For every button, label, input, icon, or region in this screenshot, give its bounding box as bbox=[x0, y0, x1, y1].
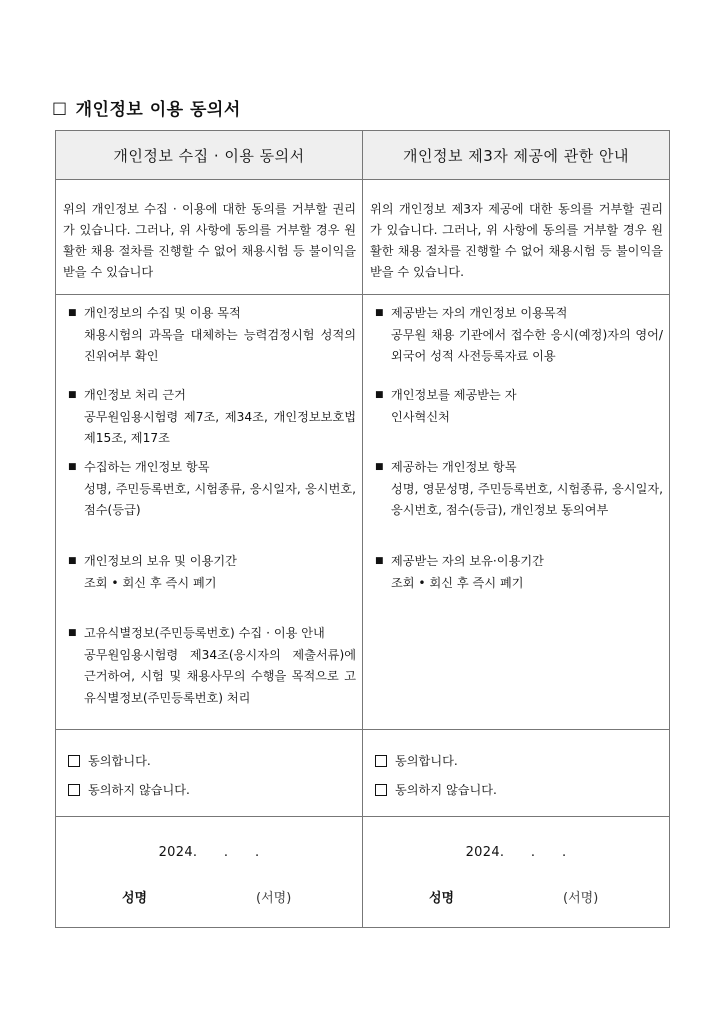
column-header-collection: 개인정보 수집 · 이용 동의서 bbox=[56, 131, 363, 180]
signature-cell-right bbox=[363, 817, 670, 928]
item-body: 공무원임용시험령 제34조(응시자의 제출서류)에 근거하여, 시험 및 채용사무의 수행을 목적으로 고유식별정보(주민등록번호) 처리 bbox=[84, 647, 356, 705]
disagree-label: 동의하지 않습니다. bbox=[395, 783, 497, 797]
agree-option[interactable] bbox=[68, 750, 362, 771]
signature-cell-left bbox=[56, 817, 363, 928]
refusal-notice: 위의 개인정보 제3자 제공에 대한 동의를 거부할 권리가 있습니다. 그러나, 위 사항에 동의를 거부할 경우 원활한 채용 절차를 진행할 수 없어 채용시험 등 불이익을 받을 수 있습니다. bbox=[370, 202, 663, 279]
list-item bbox=[68, 551, 356, 594]
page-title bbox=[52, 95, 241, 120]
item-title: 제공하는 개인정보 항목 bbox=[391, 460, 517, 474]
item-body: 조회 • 회신 후 즉시 폐기 bbox=[391, 575, 524, 590]
column-header-third-party: 개인정보 제3자 제공에 관한 안내 bbox=[363, 131, 670, 180]
agree-label: 동의합니다. bbox=[88, 754, 151, 768]
item-title: 개인정보의 보유 및 이용기간 bbox=[84, 554, 237, 568]
list-item bbox=[375, 303, 663, 368]
square-bullet-icon: ■ bbox=[375, 308, 384, 318]
refusal-notice: 위의 개인정보 수집 · 이용에 대한 동의를 거부할 권리가 있습니다. 그러나, 위 사항에 동의를 거부할 경우 원활한 채용 절차를 진행할 수 없어 채용시험 등 불이익을 받을 수 있습니다 bbox=[63, 202, 356, 279]
agree-label: 동의합니다. bbox=[395, 754, 458, 768]
items-cell-left bbox=[56, 295, 363, 730]
agree-checkbox[interactable] bbox=[68, 755, 80, 767]
list-item bbox=[68, 457, 356, 522]
name-label: 성명 bbox=[122, 891, 148, 906]
name-label: 성명 bbox=[429, 891, 455, 906]
list-item bbox=[375, 385, 663, 428]
consent-form-table bbox=[55, 130, 670, 928]
item-title: 제공받는 자의 보유·이용기간 bbox=[391, 554, 544, 568]
signature-field[interactable]: (서명) bbox=[563, 891, 599, 906]
item-body: 공무원임용시험령 제7조, 제34조, 개인정보보호법 제15조, 제17조 bbox=[84, 409, 356, 445]
page-title-text: 개인정보 이용 동의서 bbox=[75, 100, 241, 120]
disagree-option[interactable] bbox=[68, 779, 362, 800]
agree-option[interactable] bbox=[375, 750, 669, 771]
square-bullet-icon: ■ bbox=[375, 556, 384, 566]
square-icon: □ bbox=[52, 98, 68, 117]
notice-cell-right bbox=[363, 180, 670, 295]
items-cell-right bbox=[363, 295, 670, 730]
item-title: 수집하는 개인정보 항목 bbox=[84, 460, 210, 474]
list-item bbox=[375, 551, 663, 594]
disagree-label: 동의하지 않습니다. bbox=[88, 783, 190, 797]
item-body: 인사혁신처 bbox=[391, 409, 450, 424]
square-bullet-icon: ■ bbox=[375, 390, 384, 400]
square-bullet-icon: ■ bbox=[68, 390, 77, 400]
square-bullet-icon: ■ bbox=[375, 462, 384, 472]
square-bullet-icon: ■ bbox=[68, 462, 77, 472]
item-body: 성명, 영문성명, 주민등록번호, 시험종류, 응시일자, 응시번호, 점수(등급), 개인정보 동의여부 bbox=[391, 481, 663, 517]
square-bullet-icon: ■ bbox=[68, 556, 77, 566]
agree-checkbox[interactable] bbox=[375, 755, 387, 767]
consent-cell-right bbox=[363, 730, 670, 817]
item-title: 개인정보의 수집 및 이용 목적 bbox=[84, 306, 241, 320]
sign-date-field[interactable]: 2024. . . bbox=[158, 845, 260, 860]
notice-cell-left bbox=[56, 180, 363, 295]
square-bullet-icon: ■ bbox=[68, 628, 77, 638]
item-body: 공무원 채용 기관에서 접수한 응시(예정)자의 영어/외국어 성적 사전등록자료 이용 bbox=[391, 327, 663, 363]
item-title: 개인정보 처리 근거 bbox=[84, 388, 186, 402]
item-body: 성명, 주민등록번호, 시험종류, 응시일자, 응시번호, 점수(등급) bbox=[84, 481, 356, 517]
disagree-option[interactable] bbox=[375, 779, 669, 800]
item-body: 채용시험의 과목을 대체하는 능력검정시험 성적의 진위여부 확인 bbox=[84, 327, 356, 363]
list-item bbox=[68, 385, 356, 450]
disagree-checkbox[interactable] bbox=[375, 784, 387, 796]
item-title: 개인정보를 제공받는 자 bbox=[391, 388, 517, 402]
list-item bbox=[375, 457, 663, 522]
square-bullet-icon: ■ bbox=[68, 308, 77, 318]
signature-field[interactable]: (서명) bbox=[256, 891, 292, 906]
item-title: 고유식별정보(주민등록번호) 수집 · 이용 안내 bbox=[84, 626, 325, 640]
list-item bbox=[68, 623, 356, 709]
item-title: 제공받는 자의 개인정보 이용목적 bbox=[391, 306, 568, 320]
sign-date-field[interactable]: 2024. . . bbox=[465, 845, 567, 860]
consent-cell-left bbox=[56, 730, 363, 817]
item-body: 조회 • 회신 후 즉시 폐기 bbox=[84, 575, 217, 590]
list-item bbox=[68, 303, 356, 368]
disagree-checkbox[interactable] bbox=[68, 784, 80, 796]
